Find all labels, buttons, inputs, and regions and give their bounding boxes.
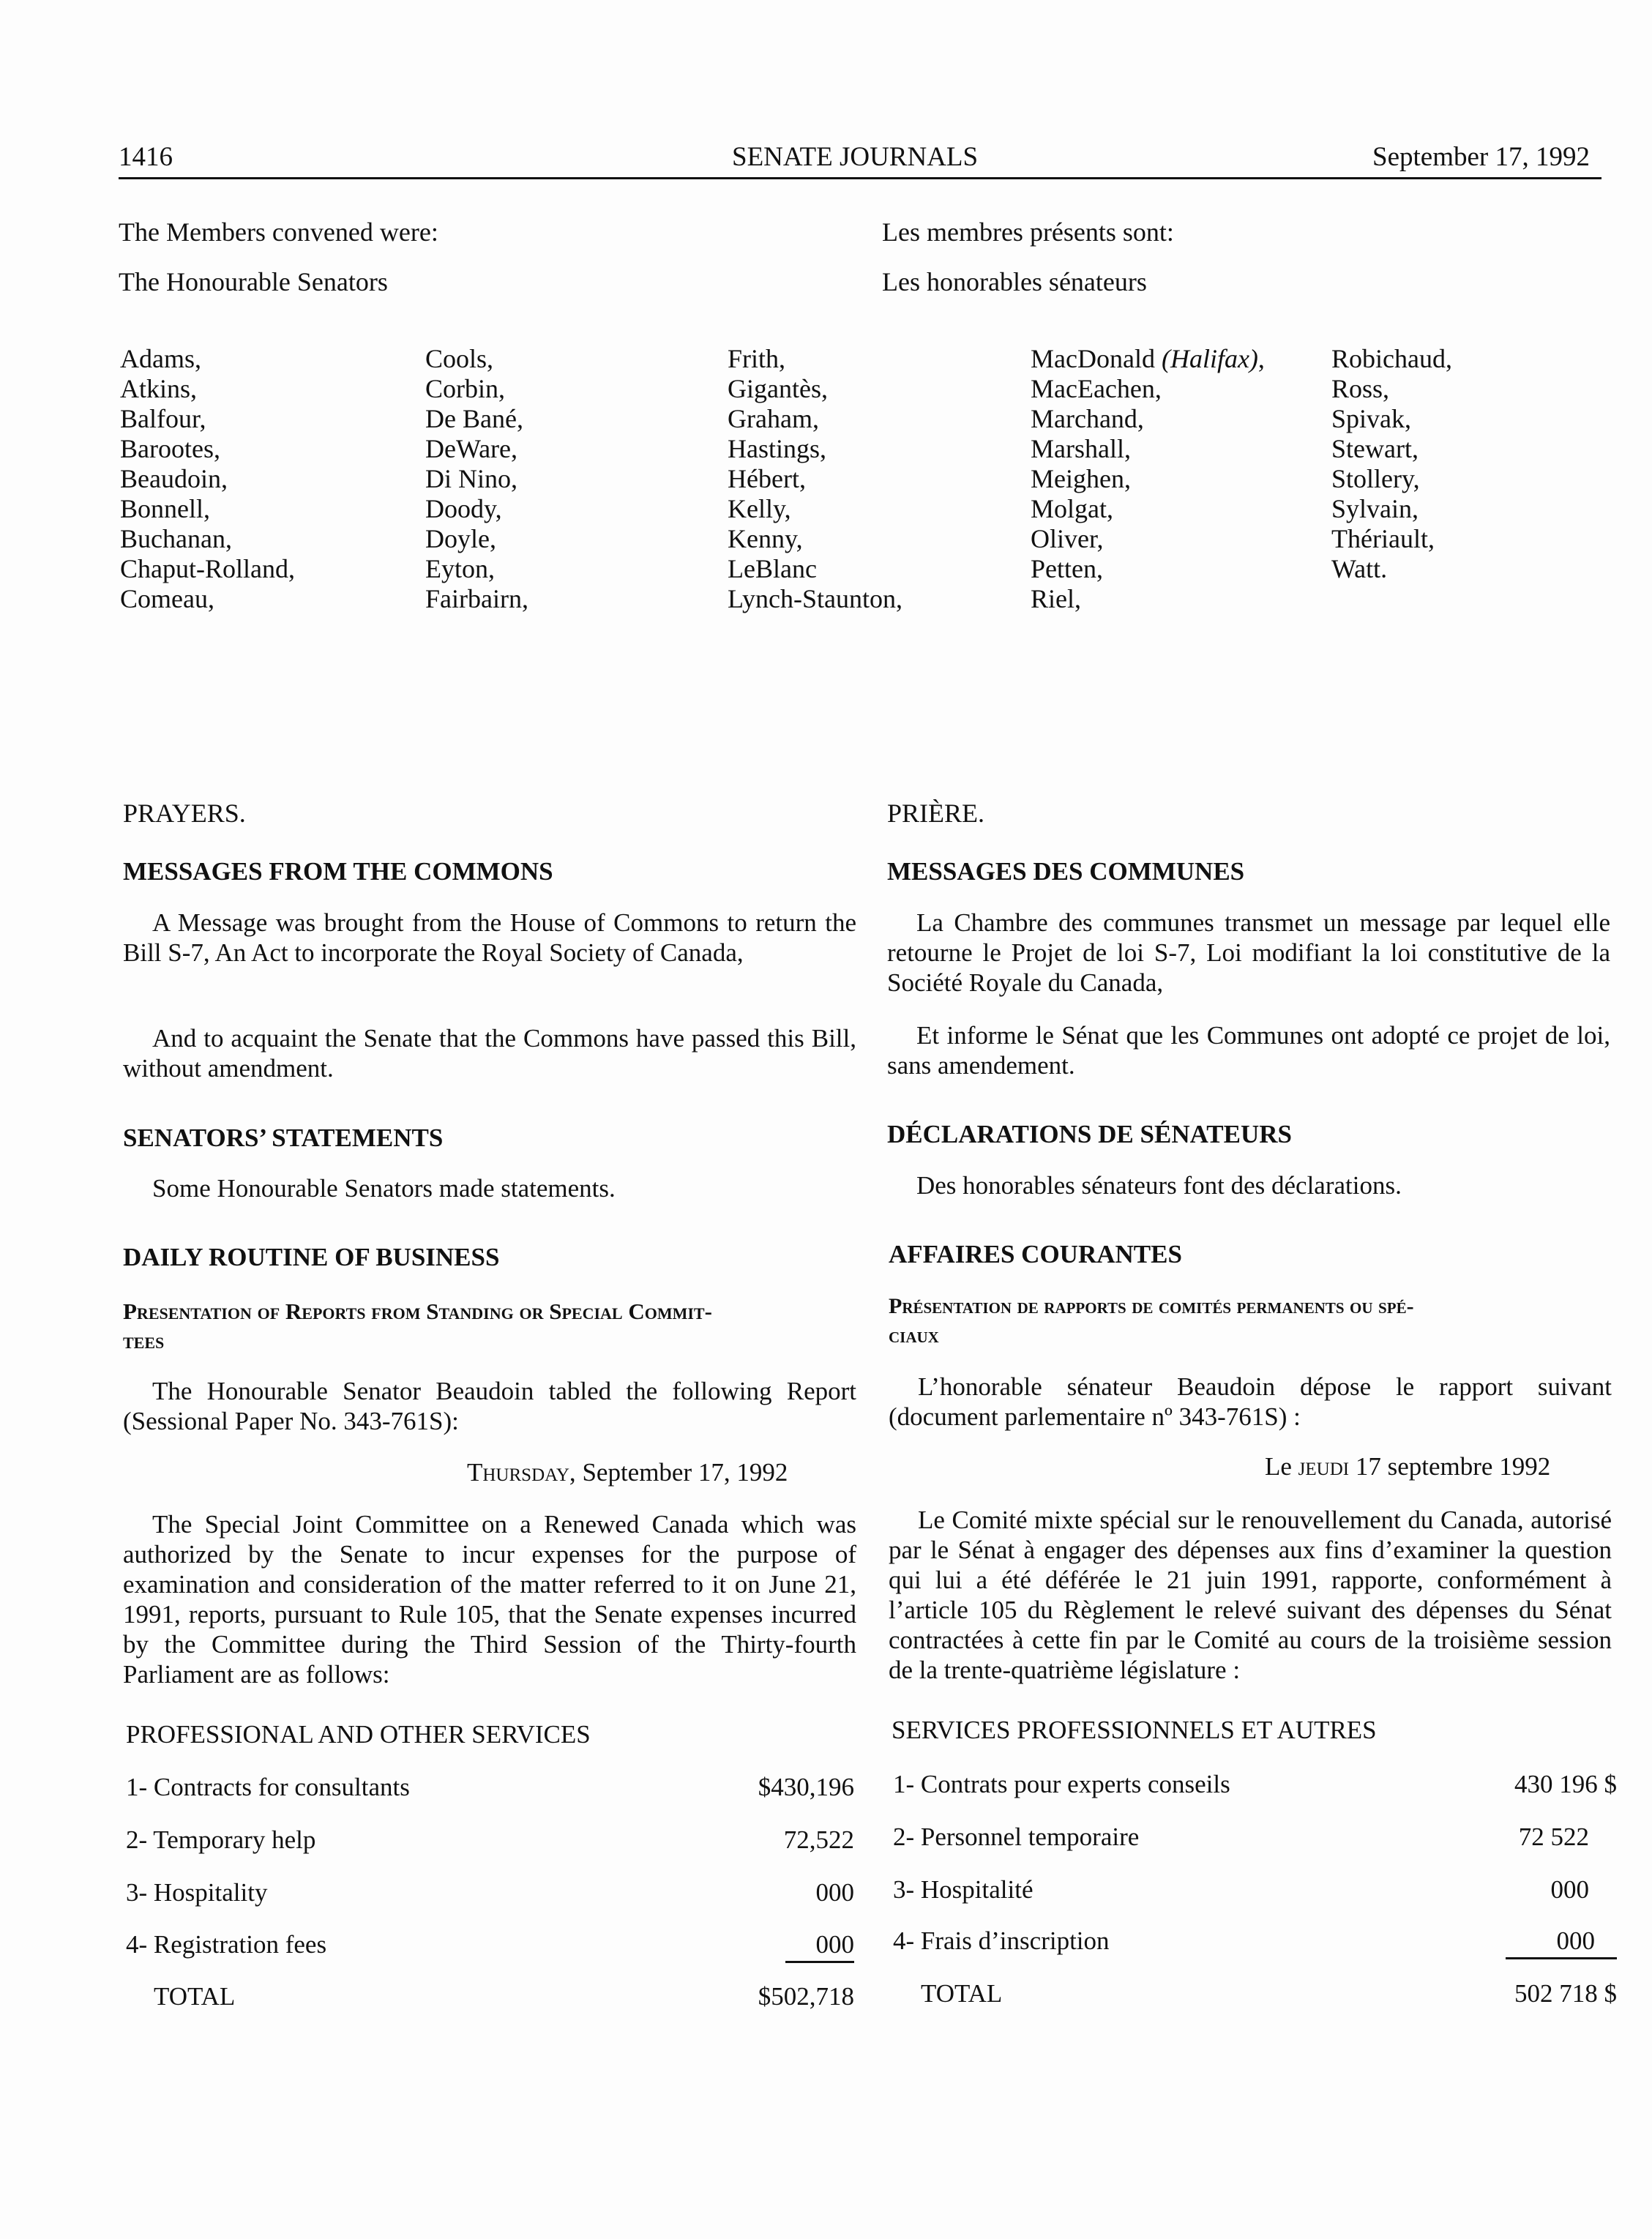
senator-name: Robichaud, <box>1331 344 1452 373</box>
senator-name: Chaput-Rolland, <box>120 554 295 583</box>
senator-name-macdonald <box>1031 344 1265 374</box>
senator-name: Cools, <box>425 344 494 373</box>
fr-report-date <box>1265 1452 1550 1481</box>
fr-item-3-amount: 000 <box>1550 1875 1589 1904</box>
senator-name: Corbin, <box>425 374 506 403</box>
senator-name: Molgat, <box>1031 494 1113 523</box>
senator-name: Marshall, <box>1031 434 1131 463</box>
fr-total-label: TOTAL <box>921 1979 1003 2008</box>
en-item-3-label: 3- Hospitality <box>126 1878 268 1907</box>
senator-column-2 <box>425 344 528 614</box>
fr-services-heading: SERVICES PROFESSIONNELS ET AUTRES <box>892 1716 1377 1744</box>
en-presentation-heading-line1: Presentation of Reports from Standing or Special Commit- <box>123 1298 712 1324</box>
fr-message-paragraph-1 <box>887 908 1610 998</box>
senator-name: Gigantès, <box>728 374 828 403</box>
fr-presentation-heading-line2: ciaux <box>889 1323 939 1347</box>
senator-name: Stollery, <box>1331 464 1420 493</box>
senator-name: Barootes, <box>120 434 220 463</box>
en-members-intro: The Members convened were: <box>119 217 438 247</box>
en-message-paragraph-1 <box>123 908 856 968</box>
en-total-label: TOTAL <box>154 1982 236 2011</box>
fr-routine-heading: AFFAIRES COURANTES <box>889 1240 1182 1268</box>
senator-column-4 <box>1031 344 1265 614</box>
senator-name: Adams, <box>120 344 201 373</box>
journal-date: September 17, 1992 <box>1372 142 1590 172</box>
senator-name: De Bané, <box>425 404 523 433</box>
fr-item-4-amount: 000 <box>1506 1926 1618 1959</box>
en-report-paragraph <box>123 1509 856 1689</box>
senator-name: Frith, <box>728 344 786 373</box>
senator-name: Buchanan, <box>120 524 232 553</box>
fr-statements-heading: DÉCLARATIONS DE SÉNATEURS <box>887 1120 1292 1148</box>
en-report-date-text: September 17, 1992 <box>582 1458 788 1487</box>
fr-tabled-text: L’honorable sénateur Beaudoin dépose le rapport suivant (document parlementaire nº 343-761S) : <box>889 1372 1612 1431</box>
fr-members-intro: Les membres présents sont: <box>882 217 1174 247</box>
fr-presentation-heading-line1: Présentation de rapports de comités permanents ou spé- <box>889 1294 1414 1318</box>
en-item-1-label: 1- Contracts for consultants <box>126 1773 410 1801</box>
fr-messages-heading: MESSAGES DES COMMUNES <box>887 857 1245 886</box>
senator-name: Fairbairn, <box>425 584 528 613</box>
senator-name: Doody, <box>425 494 502 523</box>
senator-name: Watt. <box>1331 554 1388 583</box>
fr-item-2-amount: 72 522 <box>1518 1823 1589 1851</box>
en-item-2-label: 2- Temporary help <box>126 1825 316 1854</box>
fr-report-text: Le Comité mixte spécial sur le renouvellement du Canada, autorisé par le Sénat à engager des dépenses aux fins d’examiner la question qui lui a été déférée le 21 juin 1991, rapporte, conformément à l’article 105 du Règlement le relevé suivant des dépenses du Sénat contractées à cette fin par le Comité au cours de la troisième session de la trente-quatrième législature : <box>889 1506 1612 1684</box>
page-number: 1416 <box>119 142 173 172</box>
senator-name: MacEachen, <box>1031 374 1162 403</box>
senator-name: Spivak, <box>1331 404 1412 433</box>
senator-name: Doyle, <box>425 524 496 553</box>
fr-tabled-paragraph <box>889 1372 1612 1432</box>
senator-name: Di Nino, <box>425 464 517 493</box>
fr-report-day: jeudi <box>1298 1452 1350 1481</box>
fr-senators-label: Les honorables sénateurs <box>882 267 1147 296</box>
senator-name: Thériault, <box>1331 524 1435 553</box>
fr-message-text-1: La Chambre des communes transmet un message par lequel elle retourne le Projet de loi S-7, Loi modifiant la loi constitutive de la Société Royale du Canada, <box>887 908 1610 997</box>
fr-total-amount: 502 718 $ <box>1514 1979 1617 2008</box>
fr-item-4-label: 4- Frais d’inscription <box>893 1926 1110 1955</box>
fr-item-1-amount: 430 196 $ <box>1514 1770 1617 1798</box>
fr-item-1-label: 1- Contrats pour experts conseils <box>893 1770 1230 1798</box>
senator-column-1 <box>120 344 295 614</box>
en-prayers: PRAYERS. <box>123 799 246 828</box>
en-item-3-amount: 000 <box>815 1878 854 1907</box>
senator-name: Sylvain, <box>1331 494 1419 523</box>
fr-prayers: PRIÈRE. <box>887 799 985 828</box>
en-item-1-amount: $430,196 <box>758 1773 854 1801</box>
en-statements-text: Some Honourable Senators made statements. <box>152 1174 616 1203</box>
en-message-text-2: And to acquaint the Senate that the Commons have passed this Bill, without amendment. <box>123 1024 856 1083</box>
senator-name: Atkins, <box>120 374 198 403</box>
senator-name: Kelly, <box>728 494 791 523</box>
senator-name: Stewart, <box>1331 434 1419 463</box>
en-senators-label: The Honourable Senators <box>119 267 388 296</box>
fr-report-paragraph <box>889 1505 1612 1685</box>
en-item-2-amount: 72,522 <box>783 1825 854 1854</box>
fr-item-3-label: 3- Hospitalité <box>893 1875 1034 1904</box>
fr-report-le: Le <box>1265 1452 1292 1481</box>
en-statements-heading: SENATORS’ STATEMENTS <box>123 1124 444 1152</box>
senator-name: Ross, <box>1331 374 1390 403</box>
senator-name: Hastings, <box>728 434 826 463</box>
en-report-date <box>467 1458 788 1487</box>
en-item-4-label: 4- Registration fees <box>126 1930 327 1959</box>
senator-name-comma: , <box>1257 344 1265 373</box>
senator-name: LeBlanc <box>728 554 817 583</box>
fr-message-text-2: Et informe le Sénat que les Communes ont adopté ce projet de loi, sans amendement. <box>887 1021 1610 1080</box>
en-routine-heading: DAILY ROUTINE OF BUSINESS <box>123 1243 500 1271</box>
en-item-4-amount-wrap <box>785 1930 855 1963</box>
senator-name: Bonnell, <box>120 494 210 523</box>
senator-name: Kenny, <box>728 524 803 553</box>
senator-name: Balfour, <box>120 404 206 433</box>
en-total-amount: $502,718 <box>758 1982 854 2011</box>
en-tabled-text: The Honourable Senator Beaudoin tabled the following Report (Sessional Paper No. 343-761S): <box>123 1377 856 1435</box>
senator-column-3 <box>728 344 902 614</box>
senator-name-qualifier: (Halifax) <box>1161 344 1258 373</box>
senator-name: Eyton, <box>425 554 495 583</box>
senator-name: Marchand, <box>1031 404 1144 433</box>
en-report-day: Thursday, <box>467 1458 576 1487</box>
senator-name: Lynch-Staunton, <box>728 584 902 613</box>
senator-name: Hébert, <box>728 464 806 493</box>
senator-name: Beaudoin, <box>120 464 228 493</box>
senator-name: Graham, <box>728 404 819 433</box>
senator-name: Comeau, <box>120 584 214 613</box>
senator-name: Oliver, <box>1031 524 1104 553</box>
fr-statements-text: Des honorables sénateurs font des déclarations. <box>916 1171 1402 1200</box>
en-report-text: The Special Joint Committee on a Renewed Canada which was authorized by the Senate to incur expenses for the purpose of examination and consideration of the matter referred to it on June 21, 1991, reports, pursuant to Rule 105, that the Senate expenses incurred by the Committee during the Third Session of the Thirty-fourth Parliament are as follows: <box>123 1510 856 1689</box>
journal-title: SENATE JOURNALS <box>732 142 979 172</box>
senator-name: MacDonald <box>1031 344 1155 373</box>
senator-name: Petten, <box>1031 554 1103 583</box>
en-messages-heading: MESSAGES FROM THE COMMONS <box>123 857 553 886</box>
en-item-4-amount: 000 <box>785 1930 855 1963</box>
senator-column-5 <box>1331 344 1452 584</box>
senator-name: Meighen, <box>1031 464 1131 493</box>
fr-report-date-text: 17 septembre 1992 <box>1355 1452 1551 1481</box>
en-message-paragraph-2 <box>123 1023 856 1083</box>
fr-message-paragraph-2 <box>887 1020 1610 1080</box>
fr-item-4-amount-wrap <box>1506 1926 1618 1959</box>
senator-name: DeWare, <box>425 434 518 463</box>
fr-item-2-label: 2- Personnel temporaire <box>893 1823 1140 1851</box>
en-presentation-heading-line2: tees <box>123 1328 165 1353</box>
en-services-heading: PROFESSIONAL AND OTHER SERVICES <box>126 1720 591 1749</box>
en-tabled-paragraph <box>123 1376 856 1436</box>
en-message-text-1: A Message was brought from the House of Commons to return the Bill S-7, An Act to incorporate the Royal Society of Canada, <box>123 908 856 967</box>
senator-name: Riel, <box>1031 584 1081 613</box>
header-rule <box>119 177 1601 179</box>
